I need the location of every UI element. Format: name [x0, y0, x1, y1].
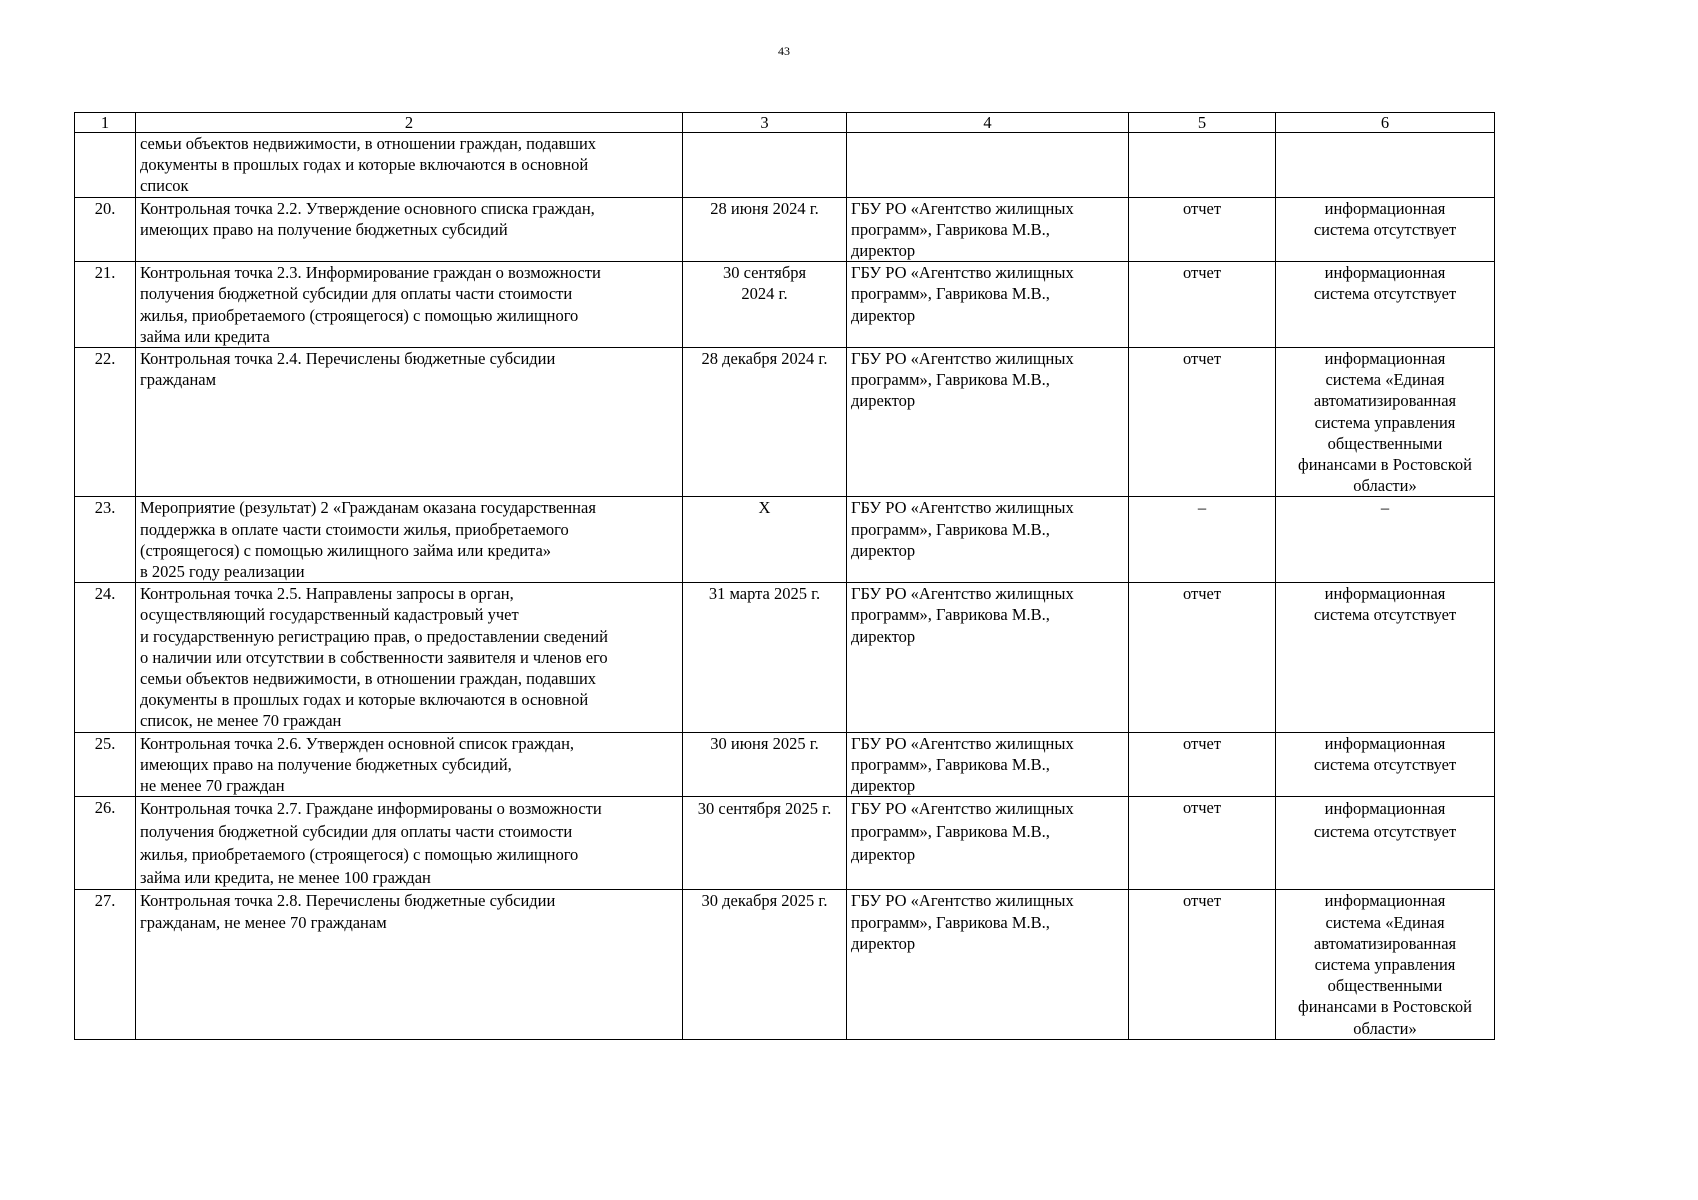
- row-information-system: информационная система отсутствует: [1276, 797, 1495, 890]
- row-responsible: [847, 133, 1129, 198]
- table-row: [75, 197, 1495, 262]
- table-row: [75, 133, 1495, 198]
- row-description: Контрольная точка 2.8. Перечислены бюджетные субсидии гражданам, не менее 70 гражданам: [136, 890, 683, 1039]
- row-information-system: информационная система отсутствует: [1276, 197, 1495, 262]
- row-responsible: ГБУ РО «Агентство жилищных программ», Гаврикова М.В., директор: [847, 583, 1129, 732]
- table-row: [75, 497, 1495, 583]
- row-deadline: 30 сентября 2025 г.: [683, 797, 847, 890]
- table-row: [75, 348, 1495, 497]
- row-deadline: 28 декабря 2024 г.: [683, 348, 847, 497]
- row-document-type: отчет: [1129, 890, 1276, 1039]
- row-deadline: 28 июня 2024 г.: [683, 197, 847, 262]
- row-responsible: ГБУ РО «Агентство жилищных программ», Гаврикова М.В., директор: [847, 497, 1129, 583]
- row-deadline: 30 июня 2025 г.: [683, 732, 847, 797]
- row-document-type: отчет: [1129, 197, 1276, 262]
- column-number-header: 3: [683, 113, 847, 133]
- column-number-header: 2: [136, 113, 683, 133]
- row-information-system: –: [1276, 497, 1495, 583]
- row-responsible: ГБУ РО «Агентство жилищных программ», Гаврикова М.В., директор: [847, 262, 1129, 348]
- row-description: семьи объектов недвижимости, в отношении граждан, подавших документы в прошлых годах и которые включаются в основной список: [136, 133, 683, 198]
- row-number: 27.: [75, 890, 136, 1039]
- column-number-header: 5: [1129, 113, 1276, 133]
- table-row: [75, 890, 1495, 1039]
- row-number: 26.: [75, 797, 136, 890]
- row-information-system: информационная система «Единая автоматизированная система управления общественными финансами в Ростовской области»: [1276, 348, 1495, 497]
- row-document-type: –: [1129, 497, 1276, 583]
- table-row: [75, 262, 1495, 348]
- row-document-type: отчет: [1129, 348, 1276, 497]
- table-row: [75, 797, 1495, 890]
- row-deadline: 30 декабря 2025 г.: [683, 890, 847, 1039]
- row-description: Контрольная точка 2.4. Перечислены бюджетные субсидии гражданам: [136, 348, 683, 497]
- row-document-type: отчет: [1129, 797, 1276, 890]
- control-points-table: [74, 112, 1495, 1040]
- row-deadline: 30 сентября 2024 г.: [683, 262, 847, 348]
- table-row: [75, 732, 1495, 797]
- row-information-system: информационная система отсутствует: [1276, 262, 1495, 348]
- column-number-header: 4: [847, 113, 1129, 133]
- row-number: 23.: [75, 497, 136, 583]
- row-document-type: отчет: [1129, 583, 1276, 732]
- row-responsible: ГБУ РО «Агентство жилищных программ», Гаврикова М.В., директор: [847, 348, 1129, 497]
- row-information-system: информационная система отсутствует: [1276, 583, 1495, 732]
- column-number-header-row: [75, 113, 1495, 133]
- row-number: 25.: [75, 732, 136, 797]
- row-responsible: ГБУ РО «Агентство жилищных программ», Гаврикова М.В., директор: [847, 197, 1129, 262]
- row-description: Контрольная точка 2.2. Утверждение основного списка граждан, имеющих право на получение бюджетных субсидий: [136, 197, 683, 262]
- row-responsible: ГБУ РО «Агентство жилищных программ», Гаврикова М.В., директор: [847, 732, 1129, 797]
- row-description: Контрольная точка 2.3. Информирование граждан о возможности получения бюджетной субсидии для оплаты части стоимости жилья, приобретаемого (строящегося) с помощью жилищного займа или кредита: [136, 262, 683, 348]
- column-number-header: 6: [1276, 113, 1495, 133]
- row-information-system: информационная система «Единая автоматизированная система управления общественными финансами в Ростовской области»: [1276, 890, 1495, 1039]
- row-information-system: [1276, 133, 1495, 198]
- row-document-type: отчет: [1129, 262, 1276, 348]
- table-row: [75, 583, 1495, 732]
- row-deadline: Х: [683, 497, 847, 583]
- row-number: [75, 133, 136, 198]
- row-number: 22.: [75, 348, 136, 497]
- row-responsible: ГБУ РО «Агентство жилищных программ», Гаврикова М.В., директор: [847, 890, 1129, 1039]
- row-description: Контрольная точка 2.5. Направлены запросы в орган, осуществляющий государственный кадастровый учет и государственную регистрацию прав, о предоставлении сведений о наличии или отсутствии в собственности заявителя и членов его семьи объектов недвижимости, в отношении граждан, подавших документы в прошлых годах и которые включаются в основной список, не менее 70 граждан: [136, 583, 683, 732]
- row-document-type: отчет: [1129, 732, 1276, 797]
- row-number: 20.: [75, 197, 136, 262]
- page-number: 43: [778, 44, 790, 58]
- row-document-type: [1129, 133, 1276, 198]
- row-description: Контрольная точка 2.7. Граждане информированы о возможности получения бюджетной субсидии для оплаты части стоимости жилья, приобретаемого (строящегося) с помощью жилищного займа или кредита, не менее 100 граждан: [136, 797, 683, 890]
- row-deadline: [683, 133, 847, 198]
- row-number: 21.: [75, 262, 136, 348]
- row-deadline: 31 марта 2025 г.: [683, 583, 847, 732]
- row-description: Контрольная точка 2.6. Утвержден основной список граждан, имеющих право на получение бюджетных субсидий, не менее 70 граждан: [136, 732, 683, 797]
- column-number-header: 1: [75, 113, 136, 133]
- row-description: Мероприятие (результат) 2 «Гражданам оказана государственная поддержка в оплате части стоимости жилья, приобретаемого (строящегося) с помощью жилищного займа или кредита» в 2025 году реализации: [136, 497, 683, 583]
- row-responsible: ГБУ РО «Агентство жилищных программ», Гаврикова М.В., директор: [847, 797, 1129, 890]
- row-number: 24.: [75, 583, 136, 732]
- row-information-system: информационная система отсутствует: [1276, 732, 1495, 797]
